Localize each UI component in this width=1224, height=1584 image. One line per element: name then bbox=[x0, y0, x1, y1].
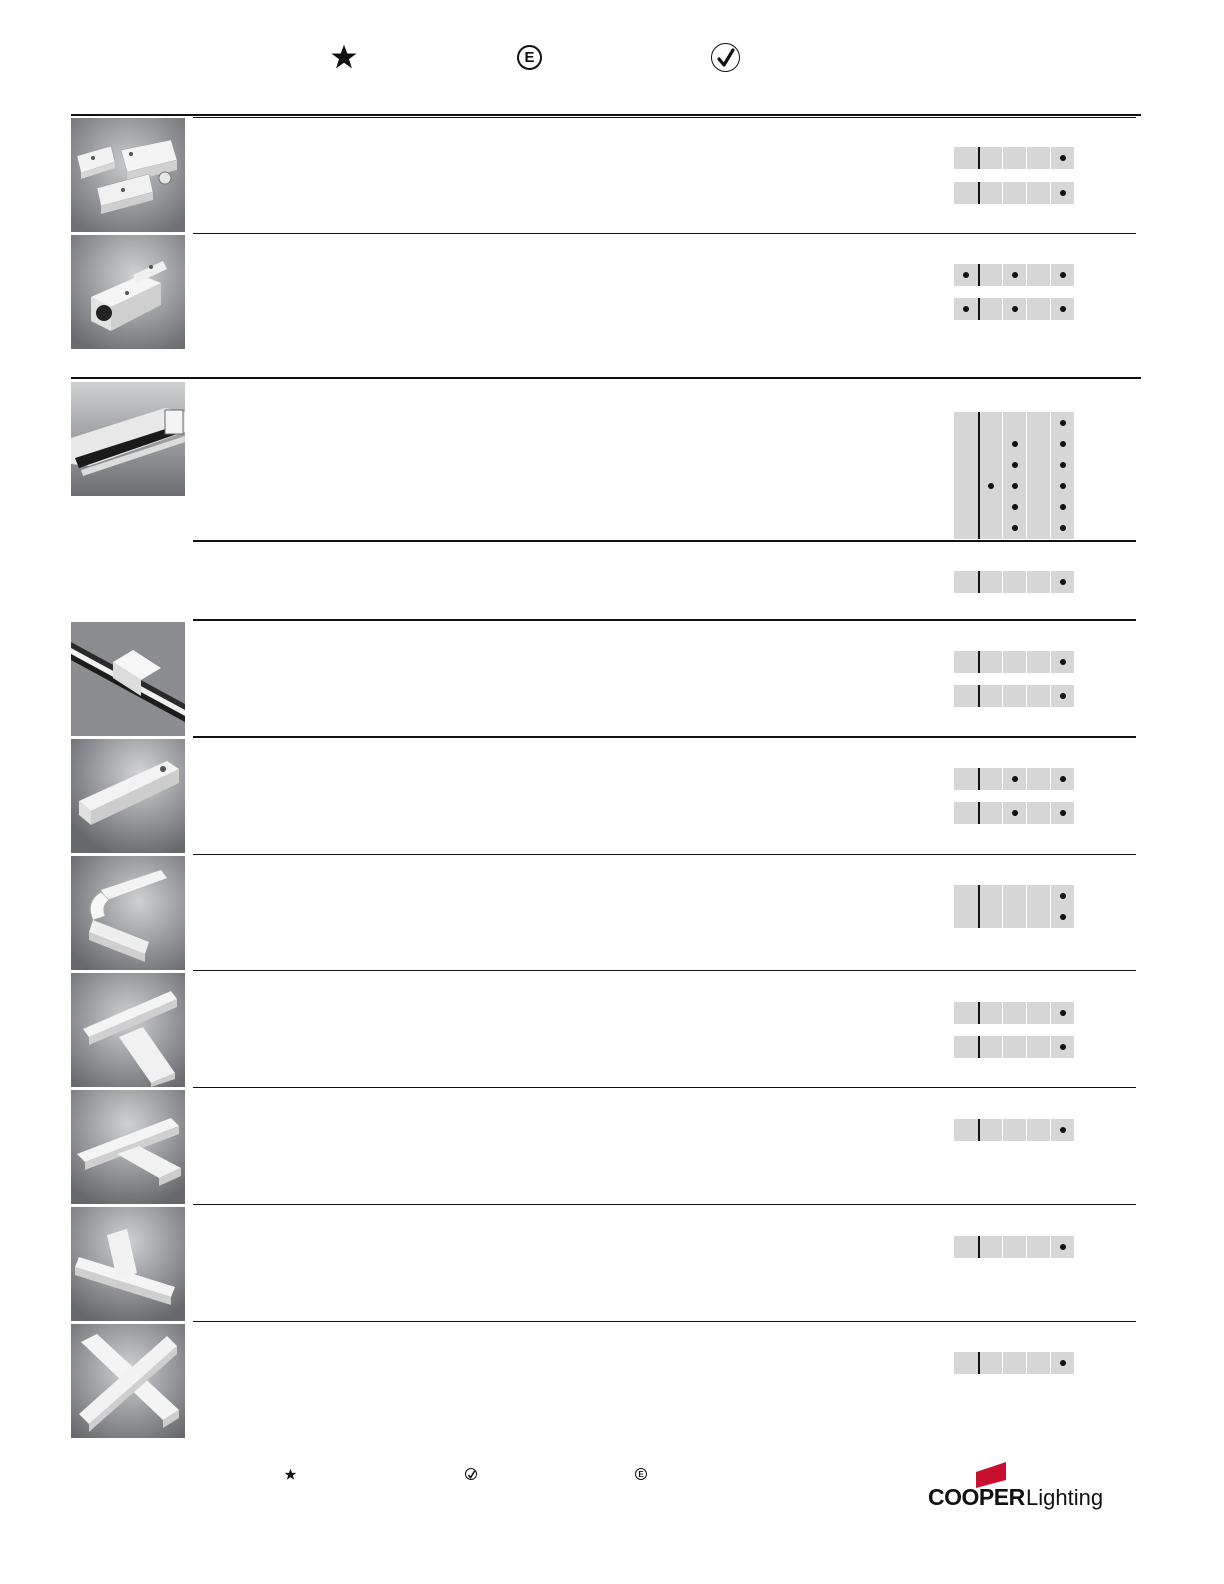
option-cell bbox=[1003, 1236, 1026, 1258]
option-column bbox=[1026, 147, 1050, 169]
option-column bbox=[954, 802, 978, 824]
l-connector-photo bbox=[71, 973, 185, 1087]
option-column bbox=[954, 1002, 978, 1024]
option-cell bbox=[954, 518, 978, 539]
option-cell bbox=[980, 497, 1002, 518]
option-column bbox=[1002, 685, 1026, 707]
option-cell bbox=[980, 147, 1002, 169]
option-cell bbox=[1003, 518, 1026, 539]
check-icon bbox=[465, 1468, 477, 1480]
availability-dot bbox=[1060, 810, 1066, 816]
availability-dot bbox=[1060, 1360, 1066, 1366]
option-cell bbox=[980, 412, 1002, 433]
t-connector-left-photo bbox=[71, 1090, 185, 1204]
option-column bbox=[954, 1352, 978, 1374]
option-cell bbox=[1003, 147, 1026, 169]
option-cell bbox=[1051, 1236, 1074, 1258]
option-cell bbox=[1027, 433, 1050, 454]
option-column bbox=[954, 412, 978, 539]
option-cell bbox=[980, 907, 1002, 929]
availability-dot bbox=[1060, 579, 1066, 585]
availability-dot bbox=[1060, 155, 1066, 161]
availability-dot bbox=[1060, 776, 1066, 782]
option-column bbox=[1002, 802, 1026, 824]
dead-end-cap-photo bbox=[71, 118, 185, 232]
option-cell bbox=[954, 907, 978, 929]
option-column bbox=[1050, 412, 1074, 539]
option-column bbox=[1002, 1352, 1026, 1374]
availability-dot bbox=[1060, 1127, 1066, 1133]
option-column bbox=[1026, 412, 1050, 539]
option-cell bbox=[1051, 1119, 1074, 1141]
option-column bbox=[1002, 1036, 1026, 1058]
availability-dot bbox=[1060, 525, 1066, 531]
option-cell bbox=[980, 685, 1002, 707]
option-cell bbox=[1051, 454, 1074, 475]
availability-dot bbox=[1060, 462, 1066, 468]
e-mark-label: E bbox=[524, 49, 535, 66]
availability-dot bbox=[1012, 441, 1018, 447]
option-cell bbox=[1003, 685, 1026, 707]
option-column bbox=[1002, 651, 1026, 673]
option-cell bbox=[1051, 412, 1074, 433]
logo-cooper-text: COOPER bbox=[928, 1484, 1025, 1510]
option-cell bbox=[980, 1002, 1002, 1024]
option-column bbox=[954, 147, 978, 169]
option-column bbox=[1002, 264, 1026, 286]
option-cell bbox=[1051, 651, 1074, 673]
option-grid bbox=[954, 182, 1074, 204]
option-column bbox=[1050, 182, 1074, 204]
option-cell bbox=[1003, 182, 1026, 204]
option-cell bbox=[1003, 264, 1026, 286]
availability-dot bbox=[1060, 441, 1066, 447]
row-divider bbox=[193, 1204, 1136, 1205]
option-cell bbox=[980, 518, 1002, 539]
option-cell bbox=[1051, 1352, 1074, 1374]
option-column bbox=[1002, 298, 1026, 320]
option-cell bbox=[980, 1236, 1002, 1258]
option-column bbox=[1002, 1002, 1026, 1024]
section-rule bbox=[71, 377, 1141, 379]
check-icon bbox=[711, 43, 740, 72]
option-column bbox=[1050, 571, 1074, 593]
option-cell bbox=[1027, 685, 1050, 707]
availability-dot bbox=[1060, 420, 1066, 426]
option-column bbox=[1026, 1352, 1050, 1374]
option-cell bbox=[1027, 298, 1050, 320]
availability-dot bbox=[1060, 504, 1066, 510]
option-cell bbox=[980, 433, 1002, 454]
availability-dot bbox=[1060, 1010, 1066, 1016]
option-column bbox=[1002, 182, 1026, 204]
option-column bbox=[1026, 182, 1050, 204]
availability-dot bbox=[1060, 893, 1066, 899]
availability-dot bbox=[1060, 693, 1066, 699]
option-column bbox=[1050, 298, 1074, 320]
availability-dot bbox=[1012, 504, 1018, 510]
option-column bbox=[978, 298, 1002, 320]
option-cell bbox=[1051, 497, 1074, 518]
option-column bbox=[978, 802, 1002, 824]
option-column bbox=[1050, 147, 1074, 169]
option-column bbox=[1026, 571, 1050, 593]
option-column bbox=[954, 298, 978, 320]
option-column bbox=[978, 1119, 1002, 1141]
option-cell bbox=[1051, 571, 1074, 593]
option-grid bbox=[954, 264, 1074, 286]
option-column bbox=[978, 685, 1002, 707]
option-cell bbox=[954, 885, 978, 907]
option-cell bbox=[1003, 298, 1026, 320]
option-column bbox=[978, 264, 1002, 286]
row-divider bbox=[193, 854, 1136, 855]
row-divider bbox=[193, 736, 1136, 738]
option-cell bbox=[1051, 476, 1074, 497]
option-cell bbox=[980, 182, 1002, 204]
option-cell bbox=[1027, 768, 1050, 790]
option-cell bbox=[1051, 1036, 1074, 1058]
option-cell bbox=[980, 476, 1002, 497]
star-icon bbox=[284, 1468, 297, 1481]
option-column bbox=[1026, 651, 1050, 673]
availability-dot bbox=[1060, 914, 1066, 920]
row-divider bbox=[193, 540, 1136, 542]
top-rule-thin bbox=[193, 117, 1136, 118]
option-column bbox=[1026, 1119, 1050, 1141]
option-cell bbox=[1003, 768, 1026, 790]
option-column bbox=[1026, 1036, 1050, 1058]
option-cell bbox=[1027, 907, 1050, 929]
availability-dot bbox=[963, 306, 969, 312]
option-column bbox=[954, 1236, 978, 1258]
option-cell bbox=[954, 454, 978, 475]
e-mark-icon bbox=[635, 1468, 647, 1480]
option-grid bbox=[954, 1119, 1074, 1141]
option-column bbox=[1026, 768, 1050, 790]
option-cell bbox=[1003, 1002, 1026, 1024]
row-divider bbox=[193, 970, 1136, 971]
availability-dot bbox=[1060, 190, 1066, 196]
e-mark-icon bbox=[517, 45, 542, 70]
option-cell bbox=[1003, 433, 1026, 454]
option-cell bbox=[1027, 1236, 1050, 1258]
option-cell bbox=[1003, 651, 1026, 673]
option-cell bbox=[954, 1002, 978, 1024]
option-cell bbox=[1027, 1352, 1050, 1374]
option-column bbox=[1026, 1002, 1050, 1024]
option-column bbox=[978, 412, 1002, 539]
t-connector-right-photo bbox=[71, 1207, 185, 1321]
option-column bbox=[1002, 571, 1026, 593]
logo-lighting-text: Lighting bbox=[1026, 1485, 1104, 1510]
availability-dot bbox=[988, 483, 994, 489]
cooper-lighting-logo bbox=[928, 1462, 1110, 1512]
option-cell bbox=[954, 264, 978, 286]
track-section-photo bbox=[71, 382, 185, 496]
option-column bbox=[954, 885, 978, 928]
option-cell bbox=[1003, 885, 1026, 907]
option-column bbox=[954, 1119, 978, 1141]
availability-dot bbox=[1012, 272, 1018, 278]
option-cell bbox=[954, 571, 978, 593]
option-column bbox=[978, 885, 1002, 928]
option-grid bbox=[954, 298, 1074, 320]
option-grid bbox=[954, 1002, 1074, 1024]
option-grid bbox=[954, 1236, 1074, 1258]
option-column bbox=[1026, 885, 1050, 928]
option-column bbox=[978, 1036, 1002, 1058]
option-cell bbox=[980, 571, 1002, 593]
availability-dot bbox=[1060, 659, 1066, 665]
option-column bbox=[954, 768, 978, 790]
availability-dot bbox=[1012, 810, 1018, 816]
option-grid bbox=[954, 412, 1074, 539]
option-cell bbox=[1051, 182, 1074, 204]
option-cell bbox=[1003, 497, 1026, 518]
option-column bbox=[1002, 1119, 1026, 1141]
option-column bbox=[1050, 802, 1074, 824]
availability-dot bbox=[1060, 272, 1066, 278]
row-divider bbox=[193, 1087, 1136, 1088]
option-column bbox=[1050, 1036, 1074, 1058]
option-cell bbox=[980, 768, 1002, 790]
option-cell bbox=[1051, 298, 1074, 320]
option-cell bbox=[980, 802, 1002, 824]
option-column bbox=[1050, 1352, 1074, 1374]
x-connector-photo bbox=[71, 1324, 185, 1438]
option-cell bbox=[1027, 412, 1050, 433]
option-cell bbox=[1027, 476, 1050, 497]
option-cell bbox=[1027, 1036, 1050, 1058]
option-column bbox=[978, 1002, 1002, 1024]
option-column bbox=[1026, 802, 1050, 824]
option-column bbox=[1026, 264, 1050, 286]
option-cell bbox=[1051, 433, 1074, 454]
option-cell bbox=[954, 651, 978, 673]
option-column bbox=[1026, 685, 1050, 707]
option-cell bbox=[954, 476, 978, 497]
option-cell bbox=[1027, 802, 1050, 824]
option-cell bbox=[1051, 907, 1074, 929]
option-column bbox=[1002, 1236, 1026, 1258]
availability-dot bbox=[1060, 483, 1066, 489]
option-cell bbox=[954, 802, 978, 824]
option-cell bbox=[954, 298, 978, 320]
option-column bbox=[954, 182, 978, 204]
option-cell bbox=[980, 298, 1002, 320]
option-cell bbox=[1027, 454, 1050, 475]
option-cell bbox=[954, 1119, 978, 1141]
option-column bbox=[954, 1036, 978, 1058]
option-grid bbox=[954, 1036, 1074, 1058]
option-cell bbox=[1027, 1119, 1050, 1141]
availability-dot bbox=[1060, 1044, 1066, 1050]
availability-dot bbox=[1012, 462, 1018, 468]
option-cell bbox=[1027, 264, 1050, 286]
option-grid bbox=[954, 802, 1074, 824]
option-cell bbox=[1003, 412, 1026, 433]
option-cell bbox=[1027, 651, 1050, 673]
option-cell bbox=[1027, 885, 1050, 907]
option-cell bbox=[1003, 1352, 1026, 1374]
option-column bbox=[1002, 147, 1026, 169]
option-cell bbox=[954, 1236, 978, 1258]
option-grid bbox=[954, 685, 1074, 707]
option-cell bbox=[1003, 476, 1026, 497]
option-cell bbox=[980, 885, 1002, 907]
option-cell bbox=[1027, 182, 1050, 204]
row-divider bbox=[193, 233, 1136, 234]
option-column bbox=[978, 651, 1002, 673]
option-column bbox=[1026, 1236, 1050, 1258]
option-column bbox=[978, 571, 1002, 593]
option-column bbox=[978, 768, 1002, 790]
option-cell bbox=[1051, 802, 1074, 824]
option-cell bbox=[1003, 1036, 1026, 1058]
option-cell bbox=[954, 497, 978, 518]
option-cell bbox=[954, 182, 978, 204]
option-cell bbox=[954, 768, 978, 790]
option-cell bbox=[1003, 454, 1026, 475]
availability-dot bbox=[1012, 483, 1018, 489]
option-cell bbox=[980, 264, 1002, 286]
option-column bbox=[1050, 885, 1074, 928]
row-divider bbox=[193, 1321, 1136, 1322]
option-grid bbox=[954, 147, 1074, 169]
option-cell bbox=[1003, 571, 1026, 593]
option-cell bbox=[1051, 264, 1074, 286]
option-column bbox=[954, 685, 978, 707]
availability-dot bbox=[1012, 776, 1018, 782]
availability-dot bbox=[1012, 525, 1018, 531]
option-column bbox=[978, 147, 1002, 169]
star-icon bbox=[330, 43, 358, 71]
option-cell bbox=[954, 1352, 978, 1374]
option-cell bbox=[1027, 147, 1050, 169]
option-column bbox=[1050, 1236, 1074, 1258]
option-grid bbox=[954, 1352, 1074, 1374]
floating-feed-photo bbox=[71, 739, 185, 853]
availability-dot bbox=[963, 272, 969, 278]
option-cell bbox=[1003, 1119, 1026, 1141]
option-cell bbox=[954, 1036, 978, 1058]
option-cell bbox=[1003, 802, 1026, 824]
option-cell bbox=[1051, 147, 1074, 169]
option-cell bbox=[980, 651, 1002, 673]
option-column bbox=[1050, 1119, 1074, 1141]
option-column bbox=[1050, 264, 1074, 286]
option-cell bbox=[1051, 518, 1074, 539]
option-cell bbox=[954, 685, 978, 707]
option-cell bbox=[1051, 685, 1074, 707]
availability-dot bbox=[1060, 1244, 1066, 1250]
option-column bbox=[954, 264, 978, 286]
option-cell bbox=[1027, 497, 1050, 518]
option-column bbox=[954, 571, 978, 593]
option-grid bbox=[954, 885, 1074, 928]
option-column bbox=[1050, 685, 1074, 707]
row-divider bbox=[193, 619, 1136, 621]
option-column bbox=[1050, 1002, 1074, 1024]
live-end-connector-photo bbox=[71, 235, 185, 349]
e-mark-label: E bbox=[638, 1469, 644, 1479]
option-cell bbox=[1027, 1002, 1050, 1024]
option-cell bbox=[1027, 571, 1050, 593]
option-grid bbox=[954, 571, 1074, 593]
option-column bbox=[978, 1352, 1002, 1374]
option-column bbox=[1050, 651, 1074, 673]
availability-dot bbox=[1060, 306, 1066, 312]
option-cell bbox=[954, 412, 978, 433]
option-cell bbox=[954, 433, 978, 454]
option-column bbox=[1002, 768, 1026, 790]
wire-way-cover-photo bbox=[71, 622, 185, 736]
option-cell bbox=[1027, 518, 1050, 539]
option-cell bbox=[980, 1352, 1002, 1374]
option-column bbox=[954, 651, 978, 673]
option-grid bbox=[954, 651, 1074, 673]
option-cell bbox=[980, 1036, 1002, 1058]
option-cell bbox=[954, 147, 978, 169]
option-grid bbox=[954, 768, 1074, 790]
option-cell bbox=[980, 1119, 1002, 1141]
option-cell bbox=[1003, 907, 1026, 929]
option-column bbox=[1050, 768, 1074, 790]
option-cell bbox=[1051, 768, 1074, 790]
option-column bbox=[1026, 298, 1050, 320]
option-cell bbox=[1051, 1002, 1074, 1024]
availability-dot bbox=[1012, 306, 1018, 312]
option-column bbox=[978, 182, 1002, 204]
flexible-connector-photo bbox=[71, 856, 185, 970]
option-cell bbox=[980, 454, 1002, 475]
option-cell bbox=[1051, 885, 1074, 907]
top-rule bbox=[71, 114, 1141, 116]
option-column bbox=[1002, 412, 1026, 539]
option-column bbox=[1002, 885, 1026, 928]
option-column bbox=[978, 1236, 1002, 1258]
